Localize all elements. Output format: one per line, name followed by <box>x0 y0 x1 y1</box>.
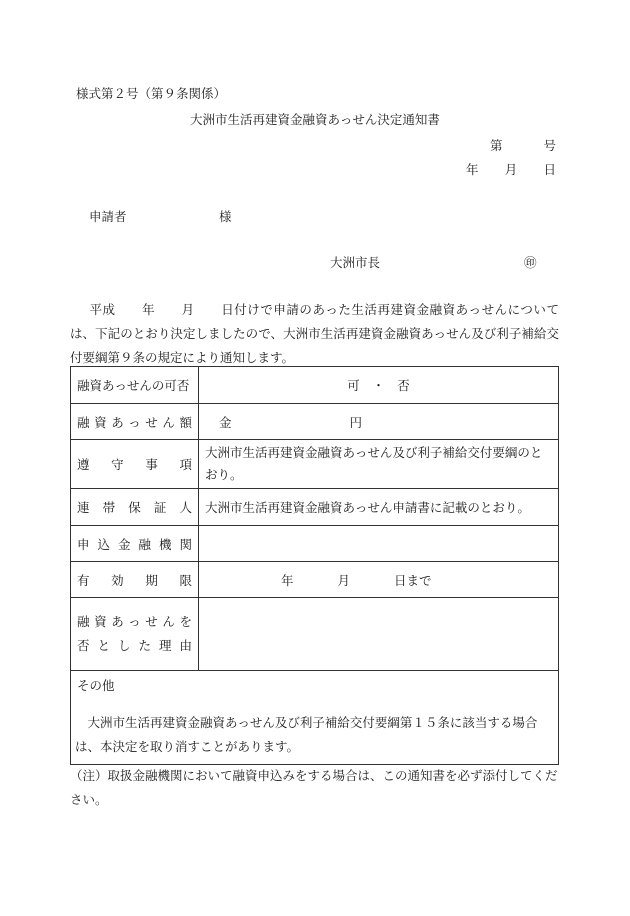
form-number: 様式第２号（第９条関係） <box>76 86 227 101</box>
footnote: （注）取扱金融機関において融資申込みをする場合は、この通知書を必ず添付してください。 <box>70 768 558 807</box>
compliance-value: 大洲市生活再建資金融資あっせん及び利子補給交付要綱のとおり。 <box>205 445 543 482</box>
notice-body <box>70 298 559 370</box>
issue-number <box>490 136 556 154</box>
body-month: 月 <box>181 302 195 317</box>
decision-table <box>70 366 559 765</box>
amount-suffix: 円 <box>349 414 363 430</box>
row-label: 申込金融機関 <box>77 536 192 552</box>
body-text: 日付けで申請のあった生活再建資金融資あっせんについては、下記のとおり決定しましたので、大洲市生活再建資金融資あっせん及び利子補給交付要綱第９条の規定により通知します。 <box>70 302 559 365</box>
body-era: 平成 <box>89 302 116 317</box>
amount-prefix: 金 <box>219 414 232 430</box>
table-row <box>71 561 558 597</box>
expiry-year: 年 <box>281 572 294 588</box>
row-label: 融資あっせんの可否 <box>71 367 199 403</box>
table-row <box>71 403 558 439</box>
applicant-label: 申請者 <box>89 209 127 224</box>
table-row <box>71 488 558 525</box>
issuer-name: 大洲市長 <box>330 255 381 270</box>
other-text: 大洲市生活再建資金融資あっせん及び利子補給交付要綱第１５条に該当する場合は、本決定を取り消すことがあります。 <box>75 715 538 754</box>
approval-value: 可 ・ 否 <box>347 378 410 393</box>
body-year: 年 <box>141 302 156 317</box>
other-label: その他 <box>77 678 115 693</box>
amount-value <box>199 404 558 439</box>
row-label <box>77 610 192 658</box>
row-label: 遵守事項 <box>77 457 192 472</box>
document-title: 大洲市生活再建資金融資あっせん決定通知書 <box>190 112 440 127</box>
table-row <box>71 525 558 561</box>
issue-number-suffix: 号 <box>543 138 556 153</box>
row-label: 有効期限 <box>77 572 192 588</box>
expiry-day: 日まで <box>394 572 432 588</box>
row-label-line2: 否とした理由 <box>77 638 192 653</box>
bank-value <box>199 526 558 561</box>
row-label: 連帯保証人 <box>77 500 192 515</box>
guarantor-value: 大洲市生活再建資金融資あっせん申請書に記載のとおり。 <box>205 500 530 515</box>
seal-mark: ㊞ <box>524 255 537 270</box>
row-label-line1: 融資あっせんを <box>77 614 192 629</box>
row-label: 融資あっせん額 <box>77 414 192 430</box>
issue-date <box>466 160 556 178</box>
applicant-honorific: 様 <box>219 209 232 224</box>
issue-date-month: 月 <box>504 162 518 177</box>
table-row <box>71 439 558 488</box>
rejection-reason-value <box>199 598 558 670</box>
table-row <box>71 367 558 403</box>
table-row-other <box>71 670 558 764</box>
issue-date-day: 日 <box>543 162 556 177</box>
expiry-month: 月 <box>337 572 351 588</box>
issue-date-year: 年 <box>466 162 479 177</box>
issue-number-prefix: 第 <box>490 138 503 153</box>
table-row <box>71 597 558 670</box>
expiry-value <box>199 562 558 597</box>
